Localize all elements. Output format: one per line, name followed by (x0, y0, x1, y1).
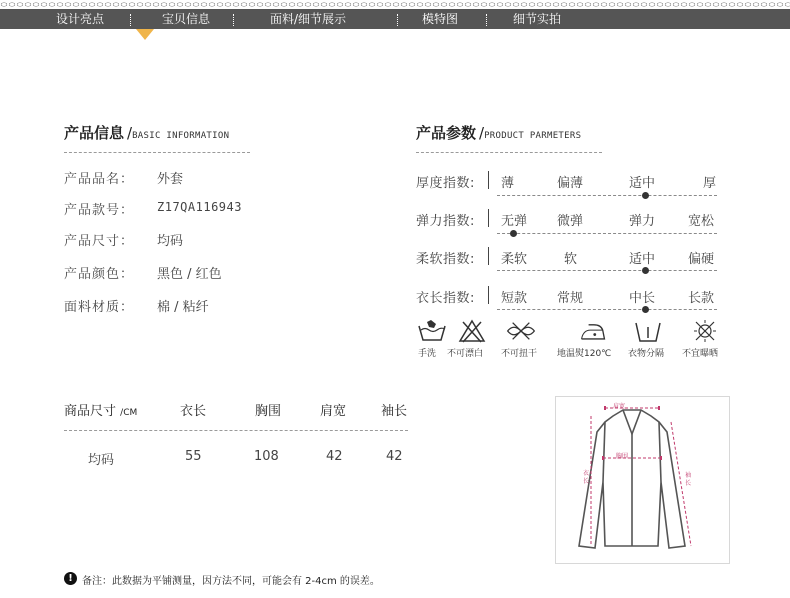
param-separator (488, 247, 489, 265)
param-option: 无弹 (501, 214, 528, 229)
info-value-name: 外套 (157, 172, 184, 187)
diagram-label-sleeve: 袖长 (685, 472, 692, 487)
param-selected-dot (642, 192, 649, 199)
param-option: 长款 (688, 291, 715, 306)
no-sun-dry-icon (690, 318, 720, 344)
nav-separator (233, 14, 234, 26)
param-option: 软 (564, 252, 578, 267)
param-scale-line (497, 195, 717, 196)
param-label-softness: 柔软指数: (416, 252, 475, 267)
info-label-material: 面料材质： (64, 300, 135, 315)
param-selected-dot (642, 306, 649, 313)
diagram-label-length: 衣长 (583, 470, 590, 485)
care-label-hand-wash: 手洗 (418, 349, 437, 359)
diagram-label-chest: 胸围 (616, 453, 629, 460)
param-option: 常规 (557, 291, 584, 306)
info-value-size: 均码 (157, 234, 184, 249)
active-nav-pointer (136, 29, 154, 40)
param-selected-dot (510, 230, 517, 237)
divider (64, 430, 408, 431)
param-option: 厚 (703, 176, 717, 191)
param-option: 薄 (501, 176, 515, 191)
nav-item-design-highlights[interactable]: 设计亮点 (56, 12, 105, 26)
param-scale-line (497, 309, 717, 310)
param-option: 弹力 (629, 214, 656, 229)
param-option: 偏硬 (688, 252, 715, 267)
size-table-cell-size: 均码 (88, 453, 115, 468)
param-label-thickness: 厚度指数: (416, 176, 475, 191)
param-label-elasticity: 弹力指数: (416, 214, 475, 229)
measurement-note: 备注：此数据为平铺测量，因方法不同，可能会有 2-4cm 的误差。 (82, 576, 380, 587)
size-table-header-shoulder: 肩宽 (320, 404, 347, 419)
info-value-material: 棉 / 粘纤 (157, 300, 209, 315)
care-label-no-wring: 不可扭干 (501, 349, 538, 359)
size-table-cell-chest: 108 (254, 449, 279, 464)
info-label-name: 产品品名： (64, 172, 135, 187)
param-option: 柔软 (501, 252, 528, 267)
param-separator (488, 209, 489, 227)
size-table-title (64, 400, 137, 419)
garment-measurement-diagram (555, 396, 730, 564)
top-navigation-bar (0, 9, 790, 29)
nav-item-detail-photos[interactable]: 细节实拍 (513, 12, 562, 26)
warning-icon: ! (64, 572, 77, 585)
info-label-style-no: 产品款号： (64, 203, 135, 218)
info-value-style-no: Z17QA116943 (157, 200, 242, 214)
param-option: 宽松 (688, 214, 715, 229)
info-label-size: 产品尺寸： (64, 234, 135, 249)
nav-item-product-info[interactable]: 宝贝信息 (162, 12, 211, 26)
param-option: 微弹 (557, 214, 584, 229)
no-wring-icon (506, 318, 536, 344)
param-separator (488, 171, 489, 189)
hand-wash-icon (417, 318, 447, 344)
param-option: 偏薄 (557, 176, 584, 191)
nav-separator (397, 14, 398, 26)
nav-separator (486, 14, 487, 26)
size-table-header-chest: 胸围 (255, 404, 282, 419)
nav-item-model-photos[interactable]: 模特图 (422, 12, 459, 26)
param-separator (488, 286, 489, 304)
separate-wash-icon (633, 318, 663, 344)
size-table-cell-shoulder: 42 (326, 449, 343, 464)
param-scale-line (497, 270, 717, 271)
nav-item-fabric-details[interactable]: 面料/细节展示 (270, 12, 347, 26)
care-label-low-iron: 地温熨120℃ (557, 349, 612, 359)
parameters-title: 产品参数 /PRODUCT PARMETERS (416, 124, 582, 142)
size-table-title-text: 商品尺寸 (64, 404, 117, 419)
parameters-title-en: PRODUCT PARMETERS (484, 131, 582, 141)
param-selected-dot (642, 267, 649, 274)
size-table-unit: /CM (120, 408, 138, 418)
size-table-header-sleeve: 袖长 (381, 404, 408, 419)
param-option: 中长 (629, 291, 656, 306)
decorative-chain-border (0, 0, 790, 9)
no-bleach-icon (457, 318, 487, 344)
care-label-separate-wash: 衣物分隔 (628, 349, 665, 359)
divider (64, 152, 250, 153)
param-scale-line (497, 233, 717, 234)
info-value-color: 黑色 / 红色 (157, 267, 222, 282)
divider (416, 152, 602, 153)
size-table-cell-length: 55 (185, 449, 202, 464)
param-option: 适中 (629, 176, 656, 191)
param-option: 短款 (501, 291, 528, 306)
care-label-no-bleach: 不可漂白 (447, 349, 484, 359)
size-table-header-length: 衣长 (180, 404, 207, 419)
basic-info-title-en: BASIC INFORMATION (132, 131, 230, 141)
param-label-length: 衣长指数: (416, 291, 475, 306)
parameters-title-cn: 产品参数 (416, 124, 477, 142)
size-table-cell-sleeve: 42 (386, 449, 403, 464)
basic-info-title: 产品信息 /BASIC INFORMATION (64, 124, 230, 142)
param-option: 适中 (629, 252, 656, 267)
diagram-label-shoulder: 肩宽 (613, 403, 626, 410)
care-label-no-sun-dry: 不宜曝晒 (682, 349, 719, 359)
low-iron-icon (578, 318, 608, 344)
info-label-color: 产品颜色： (64, 267, 135, 282)
nav-separator (130, 14, 131, 26)
basic-info-title-cn: 产品信息 (64, 124, 125, 142)
